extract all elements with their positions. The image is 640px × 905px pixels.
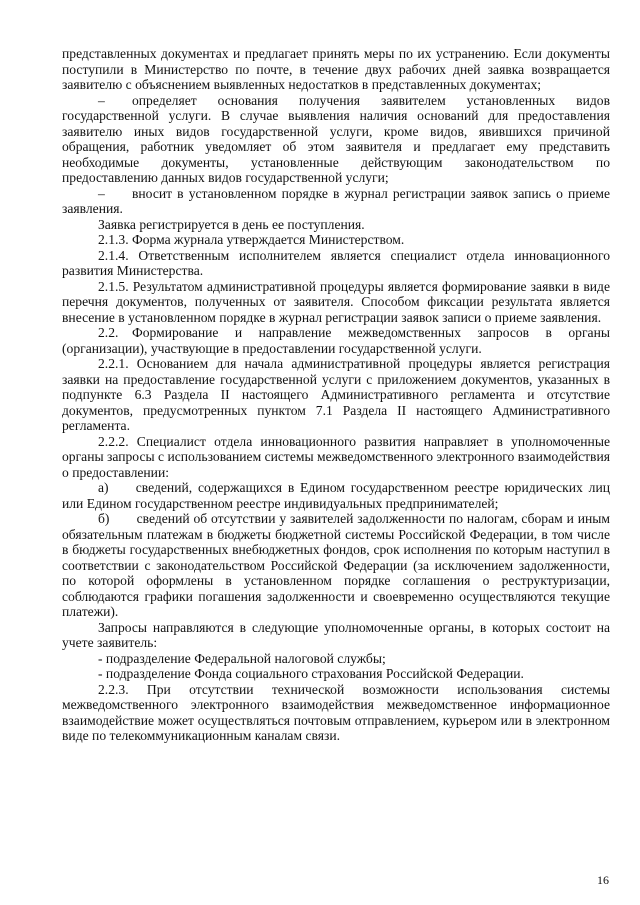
paragraph-4: Заявка регистрируется в день ее поступления.	[98, 216, 365, 232]
paragraph-7: 2.1.5. Результатом административной процедуры является формирование заявки в виде перечня документов, полученных от заявителя. Способом фиксации результата является внесение в установленном порядке в журнал регистрации заявок записи о приеме заявления.	[62, 278, 610, 325]
paragraph-12: б) сведений об отсутствии у заявителей задолженности по налогам, сборам и иным обязательным платежам в бюджеты бюджетной системы Российской Федерации, в том числе в бюджеты государственных внебюджетных фондов, срок исполнения по которым наступил в соответствии с законодательством Российской Федерации (за исключением задолженности, по которой оформлены в установленном порядке соглашения о реструктуризации, соблюдаются графики погашения задолженности и своевременно осуществляются текущие платежи).	[62, 511, 610, 619]
page-body	[62, 46, 610, 744]
paragraph-10: 2.2.2. Специалист отдела инновационного развития направляет в уполномоченные органы запросы с использованием системы межведомственного электронного взаимодействия о предоставлении:	[62, 433, 610, 480]
paragraph-6: 2.1.4. Ответственным исполнителем является специалист отдела инновационного развития Министерства.	[62, 247, 610, 278]
paragraph-13: Запросы направляются в следующие уполномоченные органы, в которых состоит на учете заявитель:	[62, 619, 610, 650]
paragraph-9: 2.2.1. Основанием для начала административной процедуры является регистрация заявки на предоставление государственной услуги с приложением документов, указанных в подпункте 6.3 Раздела II настоящего Административного регламента и отсутствие документов, предусмотренных пунктом 7.1 Раздела II настоящего Административного регламента.	[62, 356, 610, 433]
paragraph-8: 2.2. Формирование и направление межведомственных запросов в органы (организации), участвующие в предоставлении государственной услуги.	[62, 325, 610, 356]
page-number: 16	[597, 873, 609, 887]
paragraph-5: 2.1.3. Форма журнала утверждается Министерством.	[98, 232, 405, 247]
paragraph-3: – вносит в установленном порядке в журнал регистрации заявок запись о приеме заявления.	[62, 185, 610, 216]
paragraph-2: – определяет основания получения заявителем установленных видов государственной услуги. В случае выявления наличия оснований для предоставления заявителю иных видов государственной услуги, кроме видов, явившихся причиной обращения, работник уведомляет об этом заявителя и предлагает ему представить необходимые документы, установленные действующим законодательством по предоставлению данных видов государственной услуги;	[62, 92, 610, 185]
paragraph-14: - подразделение Федеральной налоговой службы;	[98, 650, 386, 666]
paragraph-16: 2.2.3. При отсутствии технической возможности использования системы межведомственного электронного взаимодействия межведомственное информационное взаимодействие может осуществляться почтовым отправлением, курьером или в электронном виде по телекоммуникационным каналам связи.	[62, 681, 610, 743]
paragraph-11: а) сведений, содержащихся в Едином государственном реестре юридических лиц или Едином государственном реестре индивидуальных предпринимателей;	[62, 480, 610, 511]
paragraph-1: представленных документах и предлагает принять меры по их устранению. Если документы поступили в Министерство по почте, в течение двух рабочих дней заявка возвращается заявителю с объяснением выявленных недостатков в представленных документах;	[62, 46, 610, 92]
paragraph-15: - подразделение Фонда социального страхования Российской Федерации.	[98, 666, 524, 681]
